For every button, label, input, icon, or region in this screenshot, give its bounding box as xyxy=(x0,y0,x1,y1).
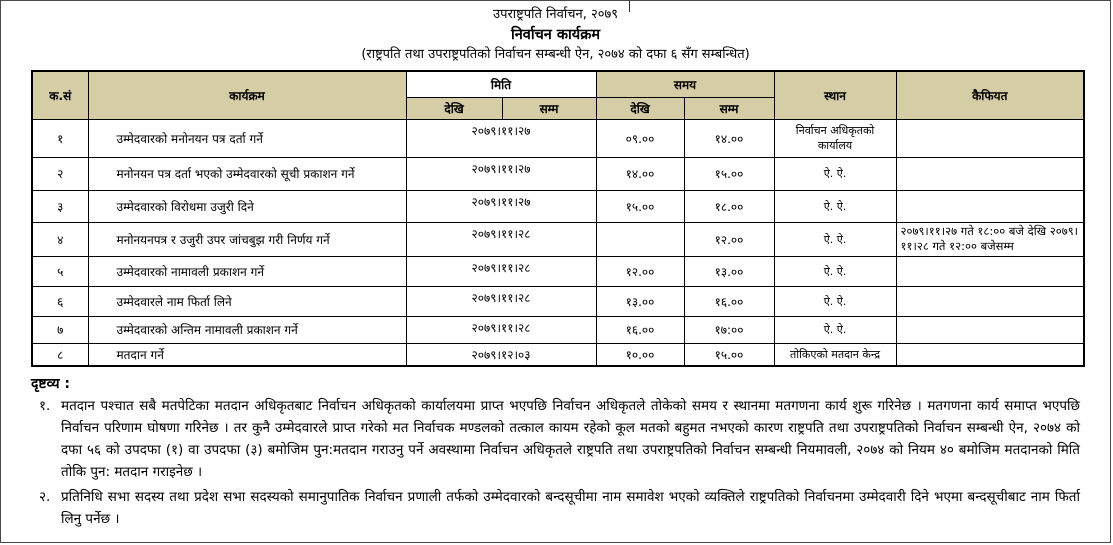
time-to-cell: १५.०० xyxy=(684,343,774,366)
sn-cell: ४ xyxy=(32,222,88,256)
place-cell: तोकिएको मतदान केन्द्र xyxy=(774,343,896,366)
time-from-cell: १५.०० xyxy=(596,190,684,222)
date-cell: २०७९।११।२८ xyxy=(406,222,596,256)
time-to-cell: १८.०० xyxy=(684,190,774,222)
time-to-cell: १४.०० xyxy=(684,119,774,157)
table-row xyxy=(32,316,1084,343)
program-cell: मनोनयन पत्र दर्ता भएको उम्मेदवारको सूची प्रकाशन गर्ने xyxy=(88,157,406,190)
note-text: प्रतिनिधि सभा सदस्य तथा प्रदेश सभा सदस्यको समानुपातिक निर्वाचन प्रणाली तर्फको उम्मेदवारको बन्दसूचीमा नाम समावेश भएको व्यक्तिले राष्ट्रपतिको निर्वाचनमा उम्मेदवारी दिने भएमा बन्दसूचीबाट नाम फिर्ता लिनु पर्नेछ । xyxy=(61,488,1080,527)
remark-cell xyxy=(896,286,1084,316)
remark-cell xyxy=(896,256,1084,286)
notes-section xyxy=(31,374,1082,530)
program-cell: मतदान गर्ने xyxy=(88,343,406,366)
header-date-to: सम्म xyxy=(502,97,596,119)
table-row xyxy=(32,256,1084,286)
time-from-cell: १३.०० xyxy=(596,286,684,316)
page-boundary-tick xyxy=(629,1,630,12)
header-date-from: देखि xyxy=(406,97,502,119)
document-title: उपराष्ट्रपति निर्वाचन, २०७९ xyxy=(492,7,619,22)
note-number: २. xyxy=(39,488,51,505)
program-cell: उम्मेदवारको नामावली प्रकाशन गर्ने xyxy=(88,256,406,286)
place-cell: ऐ. ऐ. xyxy=(774,286,896,316)
header-date: मिति xyxy=(406,71,596,98)
document-header xyxy=(1,1,1110,65)
place-cell: ऐ. ऐ. xyxy=(774,157,896,190)
place-cell: निर्वाचन अधिकृतको कार्यालय xyxy=(774,119,896,157)
remark-cell xyxy=(896,316,1084,343)
note-number: १. xyxy=(39,398,51,415)
time-from-cell: ०९.०० xyxy=(596,119,684,157)
note-text: मतदान पश्चात सबै मतपेटिका मतदान अधिकृतबाट निर्वाचन अधिकृतको कार्यालयमा प्राप्त भएपछि निर्वाचन अधिकृतले तोकेको समय र स्थानमा मतगणना कार्य शुरू गरिनेछ । मतगणना कार्य समाप्त भएपछि निर्वाचन परिणाम घोषणा गरिनेछ । तर कुनै उम्मेदवारले प्राप्त गरेको मत निर्वाचक मण्डलको तत्काल कायम रहेको कूल मतको बहुमत नभएको कारण राष्ट्रपति तथा उपराष्ट्रपतिको निर्वाचन सम्बन्धी ऐन, २०७४ को दफा ५६ को उपदफा (१) वा उपदफा (३) बमोजिम पुन:मतदान गराउनु पर्ने अवस्थामा निर्वाचन अधिकृतले राष्ट्रपति तथा उपराष्ट्रपतिको निर्वाचन सम्बन्धी नियमावली, २०७४ को नियम ४० बमोजिम मतदानको मिति तोकि पुन: मतदान गराइनेछ । xyxy=(61,398,1080,480)
sn-cell: २ xyxy=(32,157,88,190)
document-subtitle: निर्वाचन कार्यक्रम xyxy=(510,26,601,43)
sn-cell: ५ xyxy=(32,256,88,286)
remark-cell xyxy=(896,157,1084,190)
time-from-cell: १०.०० xyxy=(596,343,684,366)
sn-cell: १ xyxy=(32,119,88,157)
notes-heading: दृष्टव्य : xyxy=(31,376,70,393)
header-remarks: कैफियत xyxy=(896,71,1084,120)
time-to-cell: १५.०० xyxy=(684,157,774,190)
program-cell: उम्मेदवारले नाम फिर्ता लिने xyxy=(88,286,406,316)
time-from-cell: १२.०० xyxy=(596,256,684,286)
header-row-1 xyxy=(32,71,1084,98)
document-act-reference: (राष्ट्रपति तथा उपराष्ट्रपतिको निर्वाचन सम्बन्धी ऐन, २०७४ को दफा ६ सँग सम्बन्धित) xyxy=(361,46,750,62)
election-schedule-table xyxy=(31,70,1085,368)
date-cell: २०७९।१२।०३ xyxy=(406,343,596,366)
time-from-cell: १६.०० xyxy=(596,316,684,343)
date-cell: २०७९।११।२७ xyxy=(406,190,596,222)
remark-cell xyxy=(896,190,1084,222)
table-row xyxy=(32,222,1084,256)
sn-cell: ७ xyxy=(32,316,88,343)
place-cell: ऐ. ऐ. xyxy=(774,316,896,343)
remark-cell: २०७९।११।२७ गते १८:०० बजे देखि २०७९।११।२८ गते १२:०० बजेसम्म xyxy=(896,222,1084,256)
header-sn: क.सं xyxy=(32,71,88,120)
place-cell: ऐ. ऐ. xyxy=(774,190,896,222)
date-cell: २०७९।११।२८ xyxy=(406,316,596,343)
date-cell: २०७९।११।२७ xyxy=(406,157,596,190)
remark-cell xyxy=(896,119,1084,157)
date-cell: २०७९।११।२७ xyxy=(406,119,596,157)
table-row xyxy=(32,286,1084,316)
note-item xyxy=(31,487,1082,531)
time-from-cell xyxy=(596,222,684,256)
program-cell: उम्मेदवारको मनोनयन पत्र दर्ता गर्ने xyxy=(88,119,406,157)
time-to-cell: १७:०० xyxy=(684,316,774,343)
header-time-to: सम्म xyxy=(684,97,774,119)
sn-cell: ८ xyxy=(32,343,88,366)
note-item xyxy=(31,396,1082,483)
date-cell: २०७९।११।२८ xyxy=(406,256,596,286)
place-cell: ऐ. ऐ. xyxy=(774,256,896,286)
header-program: कार्यक्रम xyxy=(88,71,406,120)
table-row xyxy=(32,157,1084,190)
time-to-cell: १२.०० xyxy=(684,222,774,256)
time-from-cell: १४.०० xyxy=(596,157,684,190)
remark-cell xyxy=(896,343,1084,366)
place-cell: ऐ. ऐ. xyxy=(774,222,896,256)
program-cell: उम्मेदवारको अन्तिम नामावली प्रकाशन गर्ने xyxy=(88,316,406,343)
date-cell: २०७९।११।२८ xyxy=(406,286,596,316)
table-row xyxy=(32,343,1084,366)
header-place: स्थान xyxy=(774,71,896,120)
program-cell: मनोनयनपत्र र उजुरी उपर जांचबुझ गरी निर्णय गर्ने xyxy=(88,222,406,256)
header-time: समय xyxy=(596,71,774,98)
table-row xyxy=(32,190,1084,222)
sn-cell: ३ xyxy=(32,190,88,222)
time-to-cell: १३.०० xyxy=(684,256,774,286)
table-row xyxy=(32,119,1084,157)
header-time-from: देखि xyxy=(596,97,684,119)
time-to-cell: १६.०० xyxy=(684,286,774,316)
sn-cell: ६ xyxy=(32,286,88,316)
program-cell: उम्मेदवारको विरोधमा उजुरी दिने xyxy=(88,190,406,222)
